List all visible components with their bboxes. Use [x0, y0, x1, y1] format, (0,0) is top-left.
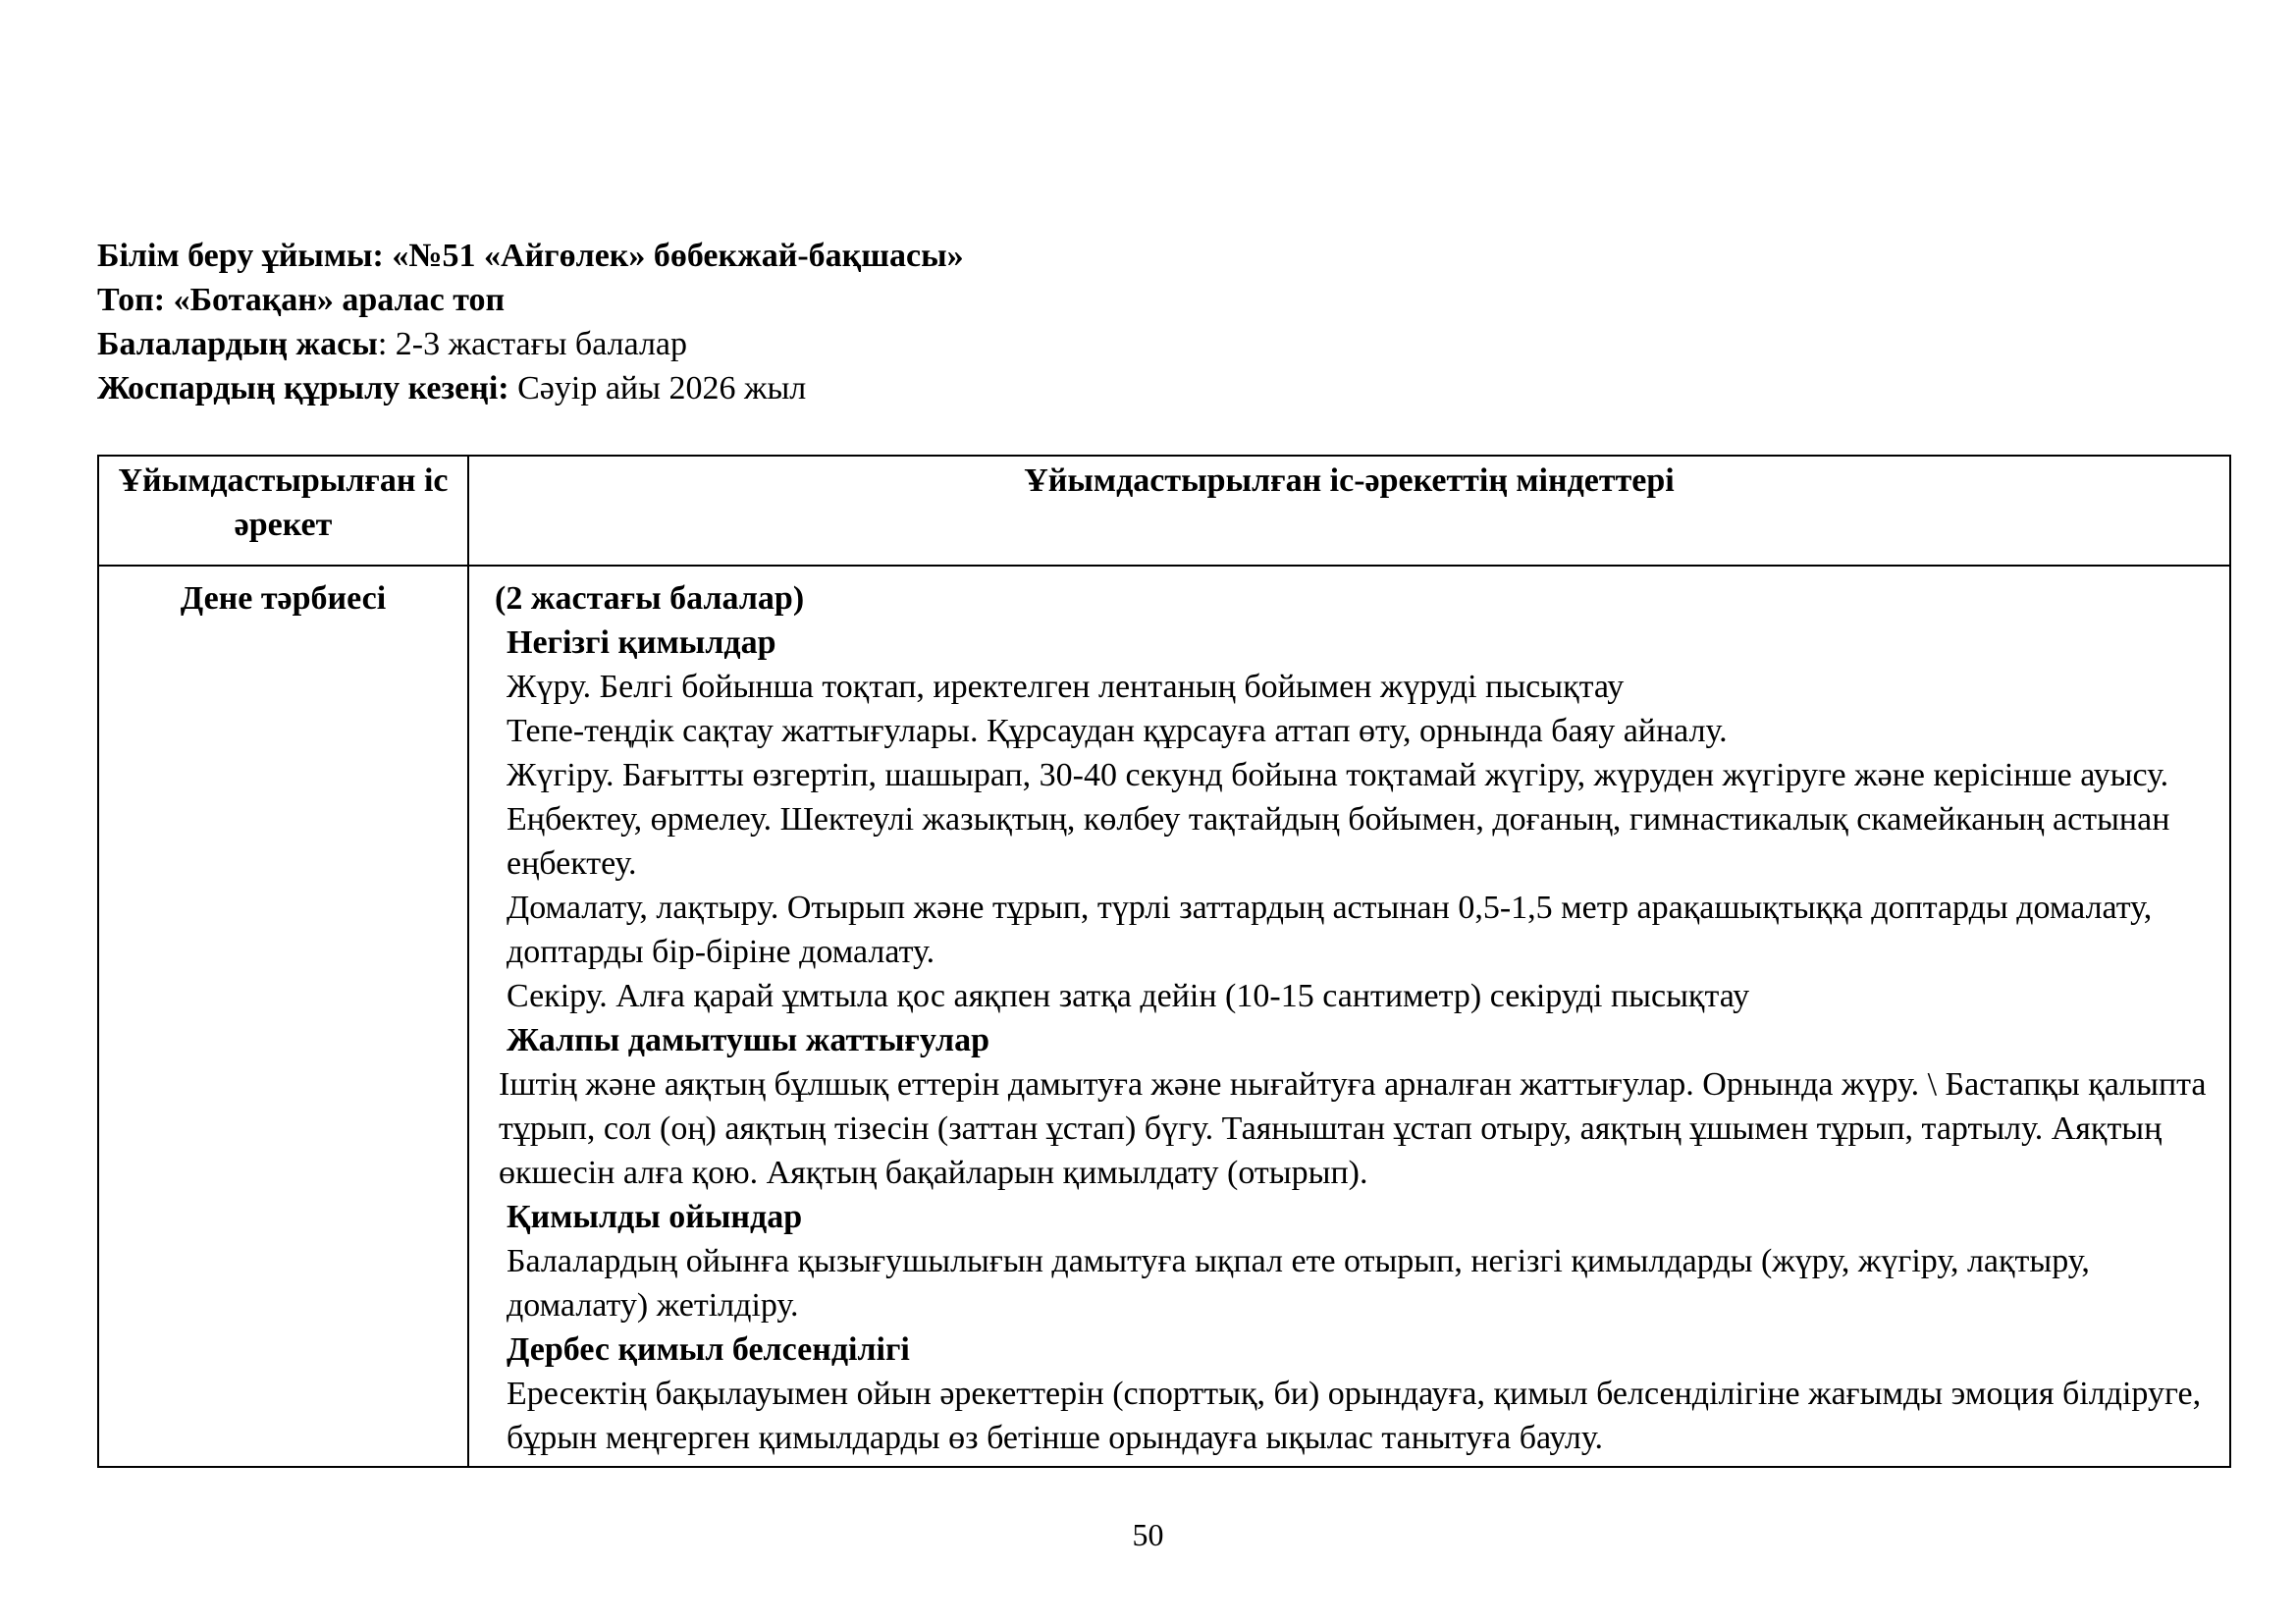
table-row	[98, 566, 2230, 1467]
plan-table	[97, 455, 2231, 1468]
page-number: 50	[1132, 1517, 1164, 1552]
section-title-independent-activity: Дербес қимыл белсенділігі	[507, 1331, 910, 1368]
section-title-movement-games: Қимылды ойындар	[507, 1199, 803, 1235]
document-header	[97, 234, 2208, 410]
section-title-general-exercises: Жалпы дамытушы жаттығулар	[507, 1022, 989, 1058]
org-value: «№51 «Айгөлек» бөбекжай-бақшасы»	[392, 238, 964, 274]
section-text-general-exercises: Іштің және аяқтың бұлшық еттерін дамытуға және нығайтуға арналған жаттығулар. Орнында жүру. \ Бастапқы қалыпта тұрып, сол (оң) аяқтың тізесін (заттан ұстап) бүгу. Таяныштан ұстап отыру, аяқтың ұшымен тұрып, тартылу. Аяқтың өкшесін алға қою. Аяқтың бақайларын қимылдату (отырып).	[499, 1066, 2207, 1191]
list-item: Жүгіру. Бағытты өзгертіп, шашырап, 30-40 секунд бойына тоқтамай жүгіру, жүруден жүгіруге және керісінше ауысу.	[507, 757, 2169, 793]
org-label: Білім беру ұйымы:	[97, 238, 384, 274]
group-value: «Ботақан» аралас топ	[173, 282, 506, 318]
list-item: Жүру. Белгі бойынша тоқтап, иректелген лентаның бойымен жүруді пысықтау	[507, 669, 1625, 705]
list-item: Еңбектеу, өрмелеу. Шектеулі жазықтың, көлбеу тақтайдың бойымен, доғаның, гимнастикалық скамейканың астынан еңбектеу.	[507, 801, 2170, 882]
section-text-independent-activity: Ересектің бақылауымен ойын әрекеттерін (спорттық, би) орындауға, қимыл белсенділігіне жағымды эмоция білдіруге, бұрын меңгерген қимылдарды өз бетінше орындауға ықылас танытуға баулу.	[507, 1376, 2202, 1456]
age-label: Балалардың жасы	[97, 326, 378, 362]
column-header-tasks: Ұйымдастырылған іс-әрекеттің міндеттері	[468, 456, 2230, 566]
age-line	[97, 322, 2208, 366]
period-line	[97, 366, 2208, 410]
list-item: Тепе-теңдік сақтау жаттығулары. Құрсаудан құрсауға аттап өту, орнында баяу айналу.	[507, 713, 1728, 749]
section-title-basic-movements: Негізгі қимылдар	[507, 624, 776, 661]
section-text-movement-games: Балалардың ойынға қызығушылығын дамытуға ықпал ете отырып, негізгі қимылдарды (жүру, жүгіру, лақтыру, домалату) жетілдіру.	[507, 1243, 2090, 1324]
activity-name: Дене тәрбиесі	[98, 566, 468, 1467]
period-value: Сәуір айы 2026 жыл	[508, 370, 807, 406]
list-item: Секіру. Алға қарай ұмтыла қос аяқпен затқа дейін (10-15 сантиметр) секіруді пысықтау	[507, 978, 1750, 1014]
period-label: Жоспардың құрылу кезеңі:	[97, 370, 509, 406]
age-value: : 2-3 жастағы балалар	[377, 326, 688, 362]
tasks-cell	[468, 566, 2230, 1467]
group-label: Топ:	[97, 282, 166, 318]
org-line	[97, 234, 2208, 278]
age-group-label: (2 жастағы балалар)	[495, 580, 805, 617]
column-header-activity: Ұйымдастырылған іс әрекет	[98, 456, 468, 566]
group-line	[97, 278, 2208, 322]
table-header-row	[98, 456, 2230, 566]
list-item: Домалату, лақтыру. Отырып және тұрып, түрлі заттардың астынан 0,5-1,5 метр арақашықтыққа доптарды домалату, доптарды бір-біріне домалату.	[507, 890, 2153, 970]
